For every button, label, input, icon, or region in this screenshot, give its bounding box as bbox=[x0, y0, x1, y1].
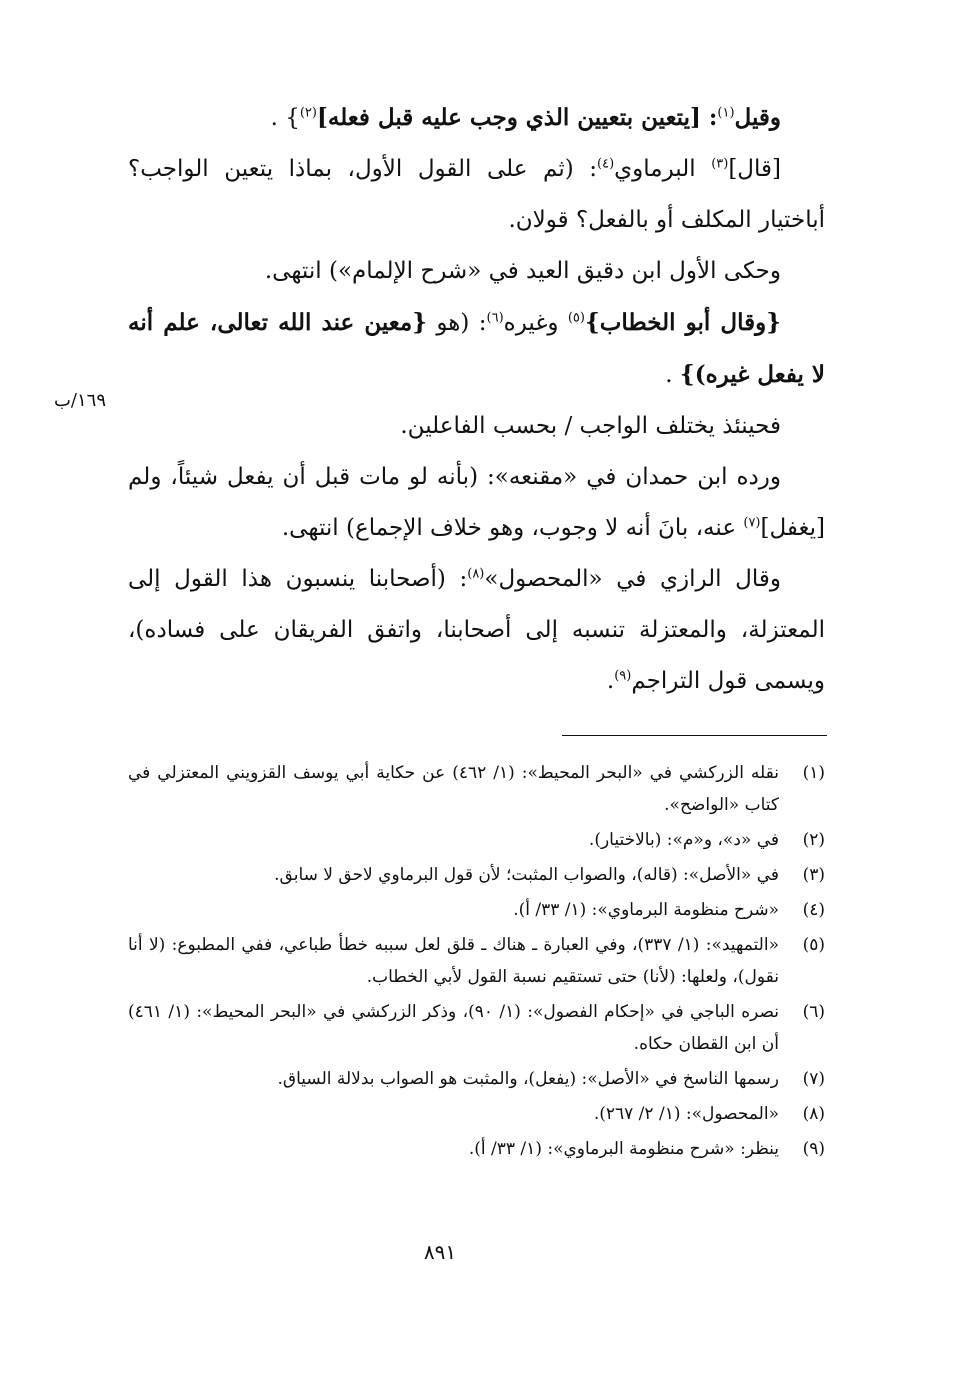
page-number: ٨٩١ bbox=[423, 1240, 457, 1264]
footnote-reference: (٥) bbox=[567, 310, 585, 326]
footnote bbox=[128, 824, 825, 856]
text-run: . bbox=[665, 362, 680, 388]
text-run: عنه، بانَ أنه لا وجوب، وهو خلاف الإجماع) انتهى. bbox=[281, 515, 744, 541]
text-run: فحينئذ يختلف الواجب / بحسب الفاعلين. bbox=[400, 413, 781, 439]
text-run: {معين عند الله تعالى، علم أنه لا يفعل غيره)} bbox=[128, 309, 825, 388]
footnote-text: في «د»، و«م»: (بالاختيار). bbox=[588, 830, 779, 850]
footnote-reference: (٢) bbox=[299, 105, 317, 121]
footnote bbox=[128, 1098, 825, 1130]
text-run: . bbox=[606, 668, 615, 694]
text-run: } . bbox=[270, 105, 300, 131]
paragraph bbox=[128, 246, 825, 297]
text-run: البرماوي bbox=[614, 156, 712, 182]
footnote-text: ينظر: «شرح منظومة البرماوي»: (١/ ٣٣/ أ). bbox=[468, 1139, 779, 1159]
footnote-reference: (٨) bbox=[467, 566, 485, 582]
footnote-reference: (٦) bbox=[486, 310, 504, 326]
footnote-text: رسمها الناسخ في «الأصل»: (يفعل)، والمثبت هو الصواب بدلالة السياق. bbox=[277, 1069, 779, 1089]
text-run: وغيره bbox=[503, 310, 568, 336]
footnote bbox=[128, 929, 825, 993]
main-text bbox=[128, 92, 825, 707]
text-run: وقيل bbox=[734, 104, 781, 131]
footnote-text: «التمهيد»: (١/ ٣٣٧)، وفي العبارة ـ هناك ـ قلق لعل سببه خطأ طباعي، ففي المطبوع: (لا أنا نقول)، ولعلها: (لأنا) حتى تستقيم نسبة القول لأبي الخطاب. bbox=[128, 935, 779, 987]
footnote-reference: (١) bbox=[717, 105, 735, 121]
footnote-number: (٩) bbox=[802, 1139, 825, 1159]
footnote bbox=[128, 757, 825, 821]
footnote-reference: (٣) bbox=[711, 156, 729, 172]
footnote-number: (٣) bbox=[802, 865, 825, 885]
manuscript-folio-note: ١٦٩/ب bbox=[53, 390, 107, 411]
footnote-number: (٢) bbox=[802, 830, 825, 850]
footnote bbox=[128, 859, 825, 891]
footnote-text: «شرح منظومة البرماوي»: (١/ ٣٣/ أ). bbox=[513, 900, 779, 920]
text-run: : (أصحابنا ينسبون هذا القول إلى المعتزلة، والمعتزلة تنسبه إلى أصحابنا، واتفق الفريقان على فساده)، ويسمى قول التراجم bbox=[128, 566, 825, 694]
footnote-reference: (٩) bbox=[614, 668, 632, 684]
footnote bbox=[128, 996, 825, 1060]
footnote bbox=[128, 1063, 825, 1095]
footnote-number: (٦) bbox=[802, 1002, 825, 1022]
text-run: {وقال أبو الخطاب} bbox=[584, 309, 781, 336]
paragraph bbox=[128, 144, 825, 246]
footnote-separator bbox=[562, 735, 827, 736]
text-run: : (ثم على القول الأول، بماذا يتعين الواجب؟ أباختيار المكلف أو بالفعل؟ قولان. bbox=[128, 156, 825, 233]
text-run: : [يتعين بتعيين الذي وجب عليه قبل فعله] bbox=[316, 104, 718, 131]
paragraph bbox=[128, 401, 825, 452]
footnote-text: في «الأصل»: (قاله)، والصواب المثبت؛ لأن قول البرماوي لاحق لا سابق. bbox=[274, 865, 779, 885]
text-run: وحكى الأول ابن دقيق العيد في «شرح الإلمام») انتهى. bbox=[264, 258, 781, 284]
paragraph bbox=[128, 92, 825, 144]
footnote bbox=[128, 1133, 825, 1165]
footnote-number: (١) bbox=[802, 763, 825, 783]
footnote-text: نقله الزركشي في «البحر المحيط»: (١/ ٤٦٢) عن حكاية أبي يوسف القزويني المعتزلي في كتاب «الواضح». bbox=[128, 763, 779, 815]
footnote-reference: (٤) bbox=[597, 156, 615, 172]
paragraph bbox=[128, 297, 825, 401]
paragraph bbox=[128, 554, 825, 707]
footnote-text: نصره الباجي في «إحكام الفصول»: (١/ ٩٠)، وذكر الزركشي في «البحر المحيط»: (١/ ٤٦١) أن ابن القطان حكاه. bbox=[128, 1002, 780, 1054]
footnote-text: «المحصول»: (١/ ٢/ ٢٦٧). bbox=[593, 1104, 779, 1124]
footnote bbox=[128, 894, 825, 926]
text-run: : (هو bbox=[427, 310, 487, 336]
footnotes bbox=[128, 757, 825, 1168]
text-run: ورده ابن حمدان في «مقنعه»: (بأنه لو مات قبل أن يفعل شيئاً، ولم [يغفل] bbox=[128, 464, 825, 541]
text-run: وقال الرازي في «المحصول» bbox=[484, 566, 781, 592]
text-run: [قال] bbox=[728, 156, 781, 182]
footnote-number: (٧) bbox=[802, 1069, 825, 1089]
footnote-number: (٨) bbox=[802, 1104, 825, 1124]
footnote-number: (٥) bbox=[802, 935, 825, 955]
footnote-number: (٤) bbox=[802, 900, 825, 920]
footnote-reference: (٧) bbox=[743, 515, 761, 531]
paragraph bbox=[128, 452, 825, 554]
